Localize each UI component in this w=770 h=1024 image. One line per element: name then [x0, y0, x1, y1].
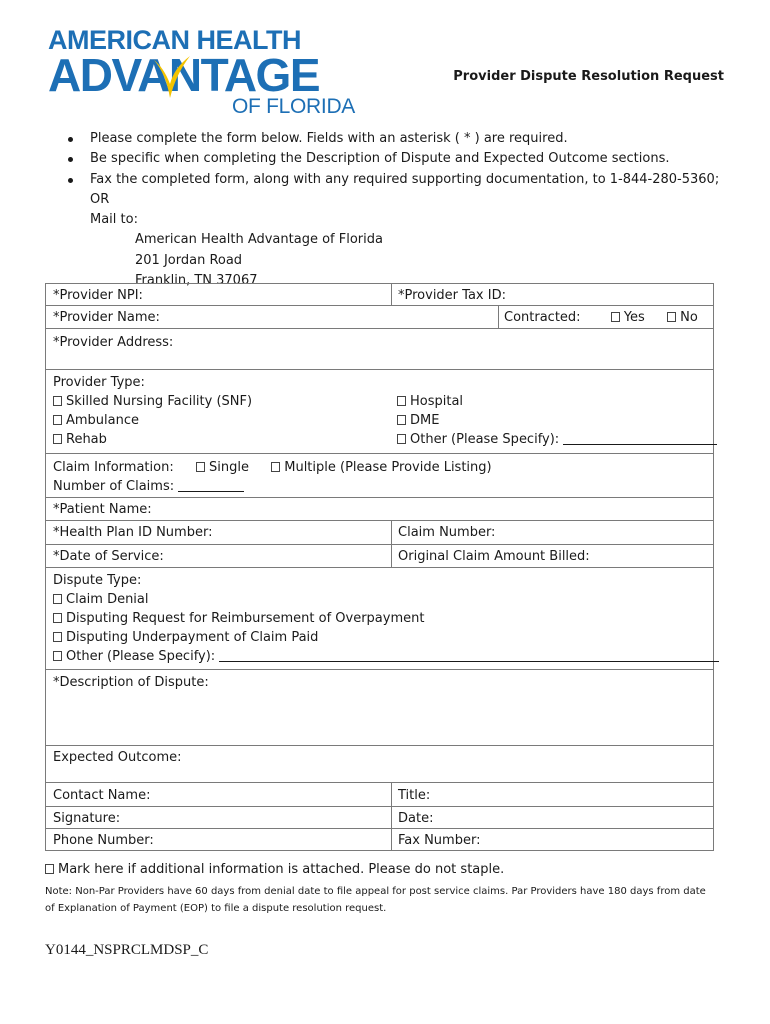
claim-information-label: Claim Information:	[53, 460, 174, 475]
address-line: American Health Advantage of Florida	[135, 232, 383, 248]
description-label: *Description of Dispute:	[53, 675, 209, 690]
row-provider-type	[45, 370, 714, 454]
instruction-text: Fax the completed form, along with any required supporting documentation, to 1-844-280-5360; OR	[90, 171, 720, 207]
provider-type-label: Provider Type:	[53, 375, 145, 390]
title-label: Title:	[398, 788, 431, 803]
phone-number-label: Phone Number:	[53, 833, 154, 848]
single-checkbox[interactable]	[196, 462, 205, 472]
company-logo	[48, 26, 360, 118]
provider-other-label: Other (Please Specify):	[410, 432, 560, 447]
number-of-claims-label: Number of Claims:	[53, 479, 175, 494]
provider-other-input[interactable]	[563, 432, 717, 445]
claim-denial-checkbox[interactable]	[53, 594, 62, 604]
ambulance-checkbox[interactable]	[53, 415, 62, 425]
title-field[interactable]	[391, 783, 713, 806]
health-plan-id-field[interactable]	[46, 521, 391, 544]
underpayment-checkbox[interactable]	[53, 632, 62, 642]
attached-info	[45, 862, 504, 877]
attached-label: Mark here if additional information is attached. Please do not staple.	[58, 862, 505, 877]
row-dispute-type	[45, 568, 714, 670]
signature-field[interactable]	[46, 807, 391, 828]
provider-address-field[interactable]	[46, 329, 713, 369]
overpayment-label: Disputing Request for Reimbursement of Overpayment	[66, 611, 425, 626]
multiple-label: Multiple (Please Provide Listing)	[284, 460, 492, 475]
contact-name-field[interactable]	[46, 783, 391, 806]
dispute-type-group	[46, 568, 713, 669]
original-claim-amount-label: Original Claim Amount Billed:	[398, 549, 590, 564]
description-field[interactable]	[46, 670, 713, 745]
claim-info-group	[46, 454, 713, 497]
expected-outcome-field[interactable]	[46, 746, 713, 782]
hospital-label: Hospital	[410, 394, 464, 409]
dispute-form	[45, 283, 714, 851]
instruction-item	[66, 129, 726, 149]
form-title: Provider Dispute Resolution Request	[453, 69, 724, 84]
expected-outcome-label: Expected Outcome:	[53, 750, 182, 765]
provider-name-label: *Provider Name:	[53, 310, 160, 325]
row-phone	[45, 829, 714, 851]
ambulance-label: Ambulance	[66, 413, 140, 428]
provider-npi-field[interactable]	[46, 284, 391, 305]
patient-name-field[interactable]	[46, 498, 713, 520]
contracted-label: Contracted:	[504, 310, 581, 325]
date-of-service-field[interactable]	[46, 545, 391, 567]
row-provider-name	[45, 306, 714, 329]
provider-type-group	[46, 370, 713, 453]
logo-line-1: AMERICAN HEALTH	[48, 25, 301, 55]
provider-other-checkbox[interactable]	[397, 434, 406, 444]
signature-label: Signature:	[53, 811, 121, 826]
instruction-text: Be specific when completing the Description of Dispute and Expected Outcome sections.	[90, 151, 670, 167]
snf-label: Skilled Nursing Facility (SNF)	[66, 394, 253, 409]
rehab-checkbox[interactable]	[53, 434, 62, 444]
row-expected-outcome	[45, 746, 714, 783]
instruction-text: Please complete the form below. Fields with an asterisk ( * ) are required.	[90, 131, 568, 146]
provider-address-label: *Provider Address:	[53, 335, 174, 350]
instructions	[66, 129, 726, 291]
provider-tax-id-label: *Provider Tax ID:	[398, 288, 506, 303]
rehab-label: Rehab	[66, 432, 107, 447]
form-code: Y0144_NSPRCLMDSP_C	[45, 942, 209, 958]
row-claim-info	[45, 454, 714, 498]
logo-swoosh-icon	[152, 54, 192, 100]
filing-note: Note: Non-Par Providers have 60 days from denial date to file appeal for post service claims. Par Providers have 180 days from date of Explanation of Payment (EOP) to file a dispute resolution request.	[45, 886, 706, 914]
single-label: Single	[208, 460, 249, 475]
fax-number-field[interactable]	[391, 829, 713, 850]
date-of-service-label: *Date of Service:	[53, 549, 164, 564]
dispute-type-label: Dispute Type:	[53, 573, 142, 588]
address-line: Franklin, TN 37067	[135, 273, 258, 289]
row-patient-name	[45, 498, 714, 521]
yes-label: Yes	[623, 310, 645, 325]
logo-line-3: OF FLORIDA	[232, 95, 356, 118]
health-plan-id-label: *Health Plan ID Number:	[53, 525, 213, 540]
row-contact	[45, 783, 714, 807]
claim-number-label: Claim Number:	[398, 525, 496, 540]
provider-npi-label: *Provider NPI:	[53, 288, 143, 303]
dispute-other-checkbox[interactable]	[53, 651, 62, 661]
row-health-plan	[45, 521, 714, 545]
bullet-icon	[68, 178, 73, 183]
provider-name-field[interactable]	[46, 306, 498, 328]
instruction-item	[66, 170, 726, 231]
snf-checkbox[interactable]	[53, 396, 62, 406]
multiple-checkbox[interactable]	[271, 462, 280, 472]
contracted-no-checkbox[interactable]	[667, 312, 676, 322]
claim-number-field[interactable]	[391, 521, 713, 544]
attached-checkbox[interactable]	[45, 864, 54, 874]
bullet-icon	[68, 157, 73, 162]
bullet-icon	[68, 137, 73, 142]
no-label: No	[680, 310, 698, 325]
underpayment-label: Disputing Underpayment of Claim Paid	[66, 630, 319, 645]
dispute-other-label: Other (Please Specify):	[66, 649, 216, 664]
number-of-claims-input[interactable]	[178, 479, 244, 492]
contracted-yes-checkbox[interactable]	[611, 312, 620, 322]
hospital-checkbox[interactable]	[397, 396, 406, 406]
patient-name-label: *Patient Name:	[53, 502, 152, 517]
logo-line-2: ADVANTAGE	[48, 49, 320, 101]
contracted-field	[498, 306, 713, 328]
overpayment-checkbox[interactable]	[53, 613, 62, 623]
date-field[interactable]	[391, 807, 713, 828]
original-claim-amount-field[interactable]	[391, 545, 713, 567]
row-npi	[45, 283, 714, 306]
provider-tax-id-field[interactable]	[391, 284, 713, 305]
fax-number-label: Fax Number:	[398, 833, 481, 848]
dispute-other-input[interactable]	[219, 649, 719, 662]
row-description	[45, 670, 714, 746]
dme-checkbox[interactable]	[397, 415, 406, 425]
phone-number-field[interactable]	[46, 829, 391, 850]
date-label: Date:	[398, 811, 434, 826]
instruction-text: Mail to:	[90, 212, 138, 228]
contact-name-label: Contact Name:	[53, 788, 151, 803]
row-date-of-service	[45, 545, 714, 568]
instruction-item	[66, 149, 726, 169]
address-line: 201 Jordan Road	[135, 252, 243, 268]
dme-label: DME	[410, 413, 440, 428]
claim-denial-label: Claim Denial	[66, 592, 149, 607]
row-provider-address	[45, 329, 714, 370]
row-signature	[45, 807, 714, 829]
